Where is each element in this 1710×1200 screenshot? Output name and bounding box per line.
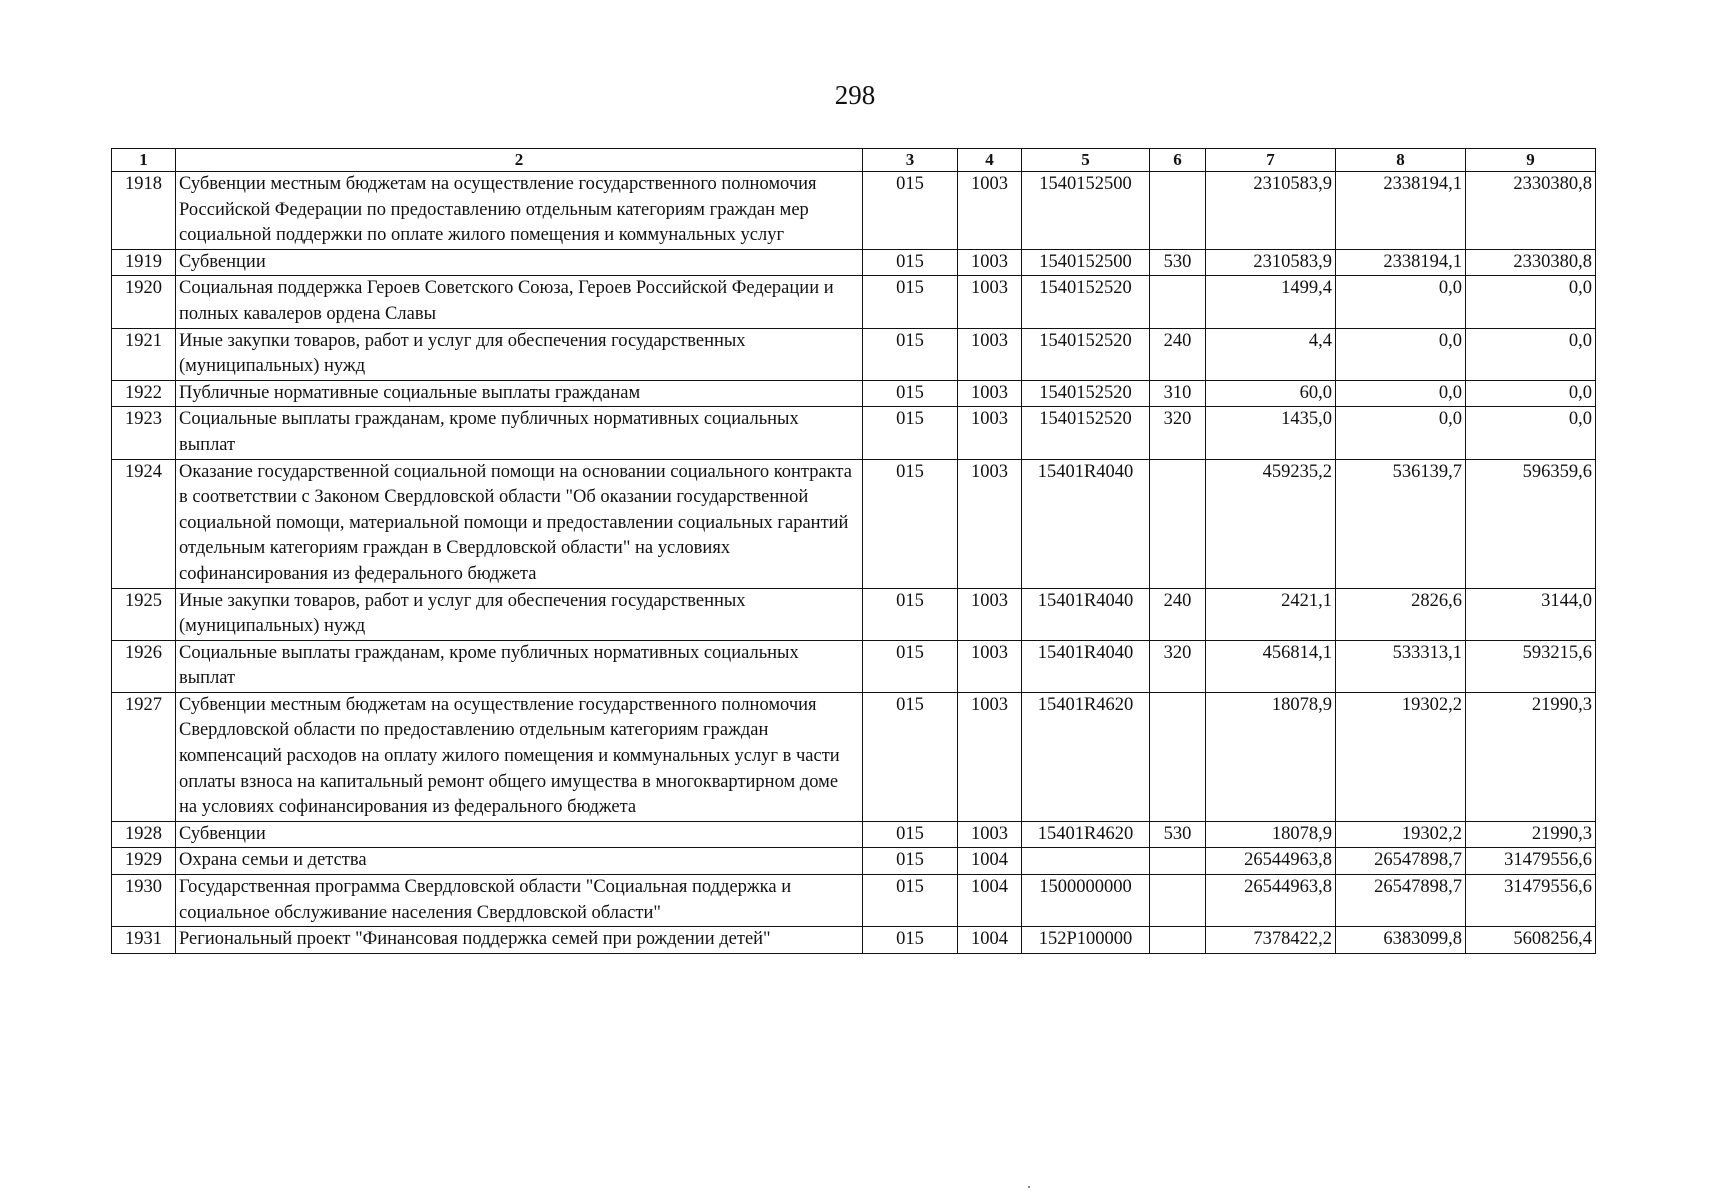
code-col5-cell: 1540152520 <box>1022 328 1150 380</box>
code-col6-cell <box>1150 927 1206 954</box>
row-number-cell: 1922 <box>112 380 176 407</box>
row-number-cell: 1923 <box>112 407 176 459</box>
code-col5-cell: 15401R4620 <box>1022 821 1150 848</box>
amount-col8-cell: 6383099,8 <box>1336 927 1466 954</box>
amount-col7-cell: 7378422,2 <box>1206 927 1336 954</box>
code-col5-cell: 15401R4040 <box>1022 588 1150 640</box>
description-cell: Иные закупки товаров, работ и услуг для обеспечения государственных (муниципальных) нужд <box>176 588 863 640</box>
amount-col8-cell: 2826,6 <box>1336 588 1466 640</box>
code-col6-cell: 320 <box>1150 640 1206 692</box>
amount-col9-cell: 21990,3 <box>1466 692 1596 821</box>
row-number-cell: 1919 <box>112 249 176 276</box>
description-cell: Региональный проект "Финансовая поддержка семей при рождении детей" <box>176 927 863 954</box>
header-cell: 4 <box>958 149 1022 172</box>
code-col4-cell: 1003 <box>958 588 1022 640</box>
row-number-cell: 1928 <box>112 821 176 848</box>
description-cell: Социальные выплаты гражданам, кроме публичных нормативных социальных выплат <box>176 407 863 459</box>
code-col3-cell: 015 <box>863 640 958 692</box>
amount-col9-cell: 2330380,8 <box>1466 249 1596 276</box>
code-col3-cell: 015 <box>863 588 958 640</box>
description-cell: Публичные нормативные социальные выплаты гражданам <box>176 380 863 407</box>
amount-col9-cell: 0,0 <box>1466 276 1596 328</box>
amount-col7-cell: 2310583,9 <box>1206 172 1336 250</box>
amount-col7-cell: 459235,2 <box>1206 459 1336 588</box>
header-row <box>112 149 1596 172</box>
code-col6-cell: 530 <box>1150 821 1206 848</box>
amount-col9-cell: 5608256,4 <box>1466 927 1596 954</box>
code-col5-cell: 15401R4040 <box>1022 640 1150 692</box>
row-number-cell: 1930 <box>112 875 176 927</box>
table-row <box>112 172 1596 250</box>
code-col5-cell: 15401R4620 <box>1022 692 1150 821</box>
amount-col9-cell: 31479556,6 <box>1466 848 1596 875</box>
page-number: 298 <box>834 80 876 110</box>
table-row <box>112 848 1596 875</box>
code-col4-cell: 1004 <box>958 927 1022 954</box>
budget-table <box>111 148 1596 954</box>
row-number-cell: 1924 <box>112 459 176 588</box>
amount-col7-cell: 456814,1 <box>1206 640 1336 692</box>
header-cell: 6 <box>1150 149 1206 172</box>
code-col6-cell: 530 <box>1150 249 1206 276</box>
row-number-cell: 1921 <box>112 328 176 380</box>
header-cell: 3 <box>863 149 958 172</box>
code-col4-cell: 1003 <box>958 640 1022 692</box>
header-cell: 8 <box>1336 149 1466 172</box>
description-cell: Субвенции <box>176 821 863 848</box>
code-col5-cell: 1540152500 <box>1022 249 1150 276</box>
amount-col9-cell: 0,0 <box>1466 407 1596 459</box>
table-row <box>112 328 1596 380</box>
amount-col8-cell: 2338194,1 <box>1336 172 1466 250</box>
code-col3-cell: 015 <box>863 328 958 380</box>
row-number-cell: 1931 <box>112 927 176 954</box>
table-row <box>112 640 1596 692</box>
table-row <box>112 927 1596 954</box>
code-col4-cell: 1003 <box>958 821 1022 848</box>
code-col3-cell: 015 <box>863 927 958 954</box>
amount-col8-cell: 0,0 <box>1336 328 1466 380</box>
description-cell: Оказание государственной социальной помощи на основании социального контракта в соответствии с Законом Свердловской области "Об оказании государственной социальной помощи, материальной помощи и предоставлении социальных гарантий отдельным категориям граждан в Свердловской области" на условиях софинансирования из федерального бюджета <box>176 459 863 588</box>
code-col5-cell: 1500000000 <box>1022 875 1150 927</box>
row-number-cell: 1920 <box>112 276 176 328</box>
row-number-cell: 1918 <box>112 172 176 250</box>
header-cell: 7 <box>1206 149 1336 172</box>
code-col4-cell: 1003 <box>958 276 1022 328</box>
code-col6-cell: 320 <box>1150 407 1206 459</box>
table-row <box>112 276 1596 328</box>
amount-col7-cell: 1499,4 <box>1206 276 1336 328</box>
amount-col7-cell: 26544963,8 <box>1206 875 1336 927</box>
code-col4-cell: 1003 <box>958 172 1022 250</box>
code-col5-cell: 1540152520 <box>1022 276 1150 328</box>
code-col4-cell: 1003 <box>958 692 1022 821</box>
code-col3-cell: 015 <box>863 692 958 821</box>
row-number-cell: 1926 <box>112 640 176 692</box>
amount-col7-cell: 2421,1 <box>1206 588 1336 640</box>
amount-col7-cell: 26544963,8 <box>1206 848 1336 875</box>
code-col4-cell: 1003 <box>958 380 1022 407</box>
code-col5-cell: 15401R4040 <box>1022 459 1150 588</box>
amount-col8-cell: 2338194,1 <box>1336 249 1466 276</box>
amount-col8-cell: 19302,2 <box>1336 821 1466 848</box>
code-col4-cell: 1004 <box>958 848 1022 875</box>
amount-col9-cell: 596359,6 <box>1466 459 1596 588</box>
code-col4-cell: 1003 <box>958 328 1022 380</box>
code-col6-cell <box>1150 875 1206 927</box>
amount-col8-cell: 0,0 <box>1336 407 1466 459</box>
code-col6-cell <box>1150 459 1206 588</box>
header-cell: 9 <box>1466 149 1596 172</box>
amount-col9-cell: 593215,6 <box>1466 640 1596 692</box>
amount-col7-cell: 1435,0 <box>1206 407 1336 459</box>
scan-speck <box>1028 1186 1030 1188</box>
code-col4-cell: 1003 <box>958 249 1022 276</box>
code-col3-cell: 015 <box>863 276 958 328</box>
table-row <box>112 380 1596 407</box>
amount-col7-cell: 60,0 <box>1206 380 1336 407</box>
code-col5-cell <box>1022 848 1150 875</box>
code-col4-cell: 1003 <box>958 459 1022 588</box>
code-col6-cell <box>1150 692 1206 821</box>
amount-col9-cell: 2330380,8 <box>1466 172 1596 250</box>
header-cell: 1 <box>112 149 176 172</box>
amount-col8-cell: 0,0 <box>1336 276 1466 328</box>
code-col3-cell: 015 <box>863 407 958 459</box>
code-col4-cell: 1003 <box>958 407 1022 459</box>
amount-col7-cell: 2310583,9 <box>1206 249 1336 276</box>
description-cell: Субвенции <box>176 249 863 276</box>
code-col6-cell <box>1150 276 1206 328</box>
amount-col8-cell: 26547898,7 <box>1336 848 1466 875</box>
table-row <box>112 459 1596 588</box>
table-row <box>112 875 1596 927</box>
code-col6-cell <box>1150 172 1206 250</box>
row-number-cell: 1927 <box>112 692 176 821</box>
header-cell: 5 <box>1022 149 1150 172</box>
description-cell: Субвенции местным бюджетам на осуществление государственного полномочия Свердловской области по предоставлению отдельным категориям граждан компенсаций расходов на оплату жилого помещения и коммунальных услуг в части оплаты взноса на капитальный ремонт общего имущества в многоквартирном доме на условиях софинансирования из федерального бюджета <box>176 692 863 821</box>
description-cell: Социальная поддержка Героев Советского Союза, Героев Российской Федерации и полных кавалеров ордена Славы <box>176 276 863 328</box>
amount-col9-cell: 0,0 <box>1466 328 1596 380</box>
code-col5-cell: 1540152520 <box>1022 380 1150 407</box>
amount-col7-cell: 4,4 <box>1206 328 1336 380</box>
amount-col9-cell: 3144,0 <box>1466 588 1596 640</box>
amount-col9-cell: 21990,3 <box>1466 821 1596 848</box>
code-col3-cell: 015 <box>863 459 958 588</box>
amount-col9-cell: 31479556,6 <box>1466 875 1596 927</box>
table-row <box>112 821 1596 848</box>
code-col3-cell: 015 <box>863 875 958 927</box>
header-cell: 2 <box>176 149 863 172</box>
description-cell: Социальные выплаты гражданам, кроме публичных нормативных социальных выплат <box>176 640 863 692</box>
amount-col8-cell: 536139,7 <box>1336 459 1466 588</box>
description-cell: Государственная программа Свердловской области "Социальная поддержка и социальное обслуживание населения Свердловской области" <box>176 875 863 927</box>
amount-col7-cell: 18078,9 <box>1206 692 1336 821</box>
amount-col9-cell: 0,0 <box>1466 380 1596 407</box>
table-row <box>112 407 1596 459</box>
amount-col8-cell: 26547898,7 <box>1336 875 1466 927</box>
row-number-cell: 1929 <box>112 848 176 875</box>
row-number-cell: 1925 <box>112 588 176 640</box>
code-col6-cell <box>1150 848 1206 875</box>
description-cell: Иные закупки товаров, работ и услуг для обеспечения государственных (муниципальных) нужд <box>176 328 863 380</box>
amount-col8-cell: 0,0 <box>1336 380 1466 407</box>
description-cell: Субвенции местным бюджетам на осуществление государственного полномочия Российской Федерации по предоставлению отдельным категориям граждан мер социальной поддержки по оплате жилого помещения и коммунальных услуг <box>176 172 863 250</box>
description-cell: Охрана семьи и детства <box>176 848 863 875</box>
amount-col7-cell: 18078,9 <box>1206 821 1336 848</box>
code-col4-cell: 1004 <box>958 875 1022 927</box>
code-col3-cell: 015 <box>863 821 958 848</box>
code-col5-cell: 1540152520 <box>1022 407 1150 459</box>
table-row <box>112 249 1596 276</box>
table-row <box>112 692 1596 821</box>
code-col3-cell: 015 <box>863 249 958 276</box>
code-col5-cell: 1540152500 <box>1022 172 1150 250</box>
code-col3-cell: 015 <box>863 172 958 250</box>
code-col6-cell: 240 <box>1150 588 1206 640</box>
amount-col8-cell: 19302,2 <box>1336 692 1466 821</box>
code-col6-cell: 240 <box>1150 328 1206 380</box>
table-row <box>112 588 1596 640</box>
code-col6-cell: 310 <box>1150 380 1206 407</box>
amount-col8-cell: 533313,1 <box>1336 640 1466 692</box>
code-col3-cell: 015 <box>863 380 958 407</box>
code-col3-cell: 015 <box>863 848 958 875</box>
code-col5-cell: 152P100000 <box>1022 927 1150 954</box>
